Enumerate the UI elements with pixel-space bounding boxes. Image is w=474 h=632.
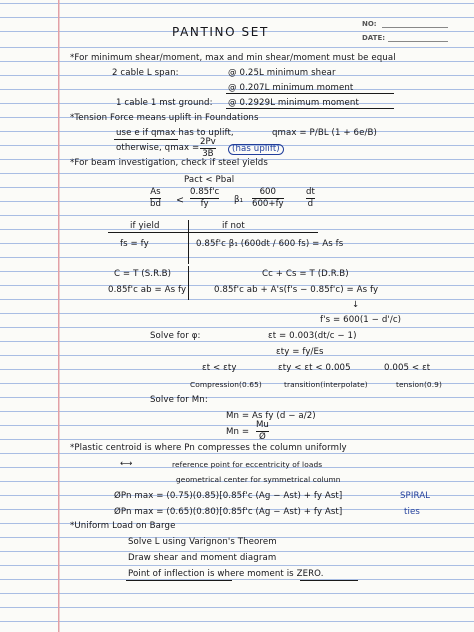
two-cable-moment: @ 0.207L minimum moment (228, 83, 354, 93)
tension-heading: *Tension Force means uplift in Foundations (70, 113, 259, 123)
table-rule (108, 232, 318, 233)
cond-transition: εty < εt < 0.005 (278, 363, 351, 373)
mn-eq2-left: Mn = (226, 427, 250, 437)
lt-sign: < (176, 195, 185, 206)
underline (226, 93, 394, 94)
srb-eq: C = T (S.R.B) (114, 269, 172, 279)
eps-ty-eq: εty = fy/Es (276, 347, 324, 357)
qmax-fraction (200, 138, 216, 159)
cond-compression: εt < εty (202, 363, 237, 373)
geometric-center: geometrical center for symmetrical column (176, 475, 341, 484)
beta-symbol: β₁ (234, 195, 244, 205)
if-yield-label: if yield (130, 221, 160, 231)
dt-d-fraction (306, 188, 315, 209)
date-label: DATE: (362, 34, 386, 42)
solve-phi-label: Solve for φ: (150, 331, 201, 341)
frac-den: bd (150, 199, 161, 210)
label-transition: transition(interpolate) (284, 380, 368, 389)
one-cable-value: @ 0.2929L minimum moment (228, 98, 359, 108)
frac-num: Mu (256, 420, 269, 430)
date-line (388, 41, 448, 42)
plastic-heading: *Plastic centroid is where Pn compresses the column uniformly (70, 443, 347, 453)
no-line (382, 27, 448, 28)
fs-prime-eq: f's = 600(1 − d'/c) (320, 315, 402, 325)
arrow-glyph: ⟷ (120, 459, 133, 469)
no-label: NO: (362, 20, 377, 28)
uplift-note: (has uplift) (228, 144, 284, 155)
beam-check-heading: *For beam investigation, check if steel yields (70, 158, 268, 168)
frac-num: 600 (259, 187, 276, 197)
srb-eq2: 0.85f'c ab = As fy (108, 285, 187, 295)
mn-eq1: Mn = As fy (d − a/2) (226, 411, 316, 421)
uniform-step3: Point of inflection is where moment is ZERO. (128, 569, 324, 579)
underline (126, 580, 232, 581)
pact-line: Pact < Pbal (184, 175, 235, 185)
uniform-step1: Solve L using Varignon's Theorem (128, 537, 277, 547)
uniform-step2: Draw shear and moment diagram (128, 553, 277, 563)
otherwise-label: otherwise, qmax = (116, 143, 200, 153)
eps-t-eq: εt = 0.003(dt/c − 1) (268, 331, 357, 341)
frac-den: fy (200, 199, 209, 210)
qmax-formula: qmax = P/BL (1 + 6e/B) (272, 128, 377, 138)
one-cable-label: 1 cable 1 mst ground: (116, 98, 213, 108)
spiral-eq: ØPn max = (0.75)(0.85)[0.85f'c (Ag − Ast) + fy Ast] (114, 491, 343, 501)
drb-eq2: 0.85f'c ab + A's(f's − 0.85f'c) = As fy (214, 285, 379, 295)
frac-den: 600+fy (252, 199, 284, 210)
fs-equals-fy: fs = fy (120, 239, 149, 249)
frac-num: 2Pv (200, 137, 216, 147)
page-title: PANTINO SET (172, 25, 269, 39)
eq-divider (188, 266, 189, 300)
six-hundred-fraction (252, 188, 284, 209)
frac-den: d (307, 199, 314, 210)
underline (226, 108, 394, 109)
down-arrow: ↓ (352, 300, 360, 310)
not-yield-eq: 0.85f'c β₁ (600dt / 600 fs) = As fs (196, 239, 344, 249)
frac-den: 3B (202, 149, 214, 160)
table-divider (188, 220, 189, 264)
underline (300, 580, 358, 581)
ties-tag: ties (404, 507, 420, 517)
as-bd-fraction (150, 188, 161, 209)
label-tension: tension(0.9) (396, 380, 442, 389)
frac-num: 0.85f'c (190, 187, 220, 197)
mu-phi-fraction (256, 421, 269, 442)
frac-num: dt (306, 187, 315, 197)
drb-eq: Cc + Cs = T (D.R.B) (262, 269, 349, 279)
reference-point: reference point for eccentricity of loads (172, 460, 323, 469)
fc-fy-fraction (190, 188, 219, 209)
ties-eq: ØPn max = (0.65)(0.80)[0.85f'c (Ag − Ast) + fy Ast] (114, 507, 343, 517)
underline (114, 139, 178, 140)
cond-tension: 0.005 < εt (384, 363, 431, 373)
frac-num: As (150, 187, 161, 197)
uniform-heading: *Uniform Load on Barge (70, 521, 176, 531)
spiral-tag: SPIRAL (400, 491, 431, 501)
label-compression: Compression(0.65) (190, 380, 262, 389)
two-cable-label: 2 cable L span: (112, 68, 179, 78)
frac-den: Ø (259, 432, 266, 443)
use-e-line: use e if qmax has to uplift, (116, 128, 234, 138)
min-shear-moment-heading: *For minimum shear/moment, max and min shear/moment must be equal (70, 53, 396, 63)
if-not-label: if not (222, 221, 245, 231)
two-cable-value: @ 0.25L minimum shear (228, 68, 336, 78)
solve-mn-label: Solve for Mn: (150, 395, 208, 405)
